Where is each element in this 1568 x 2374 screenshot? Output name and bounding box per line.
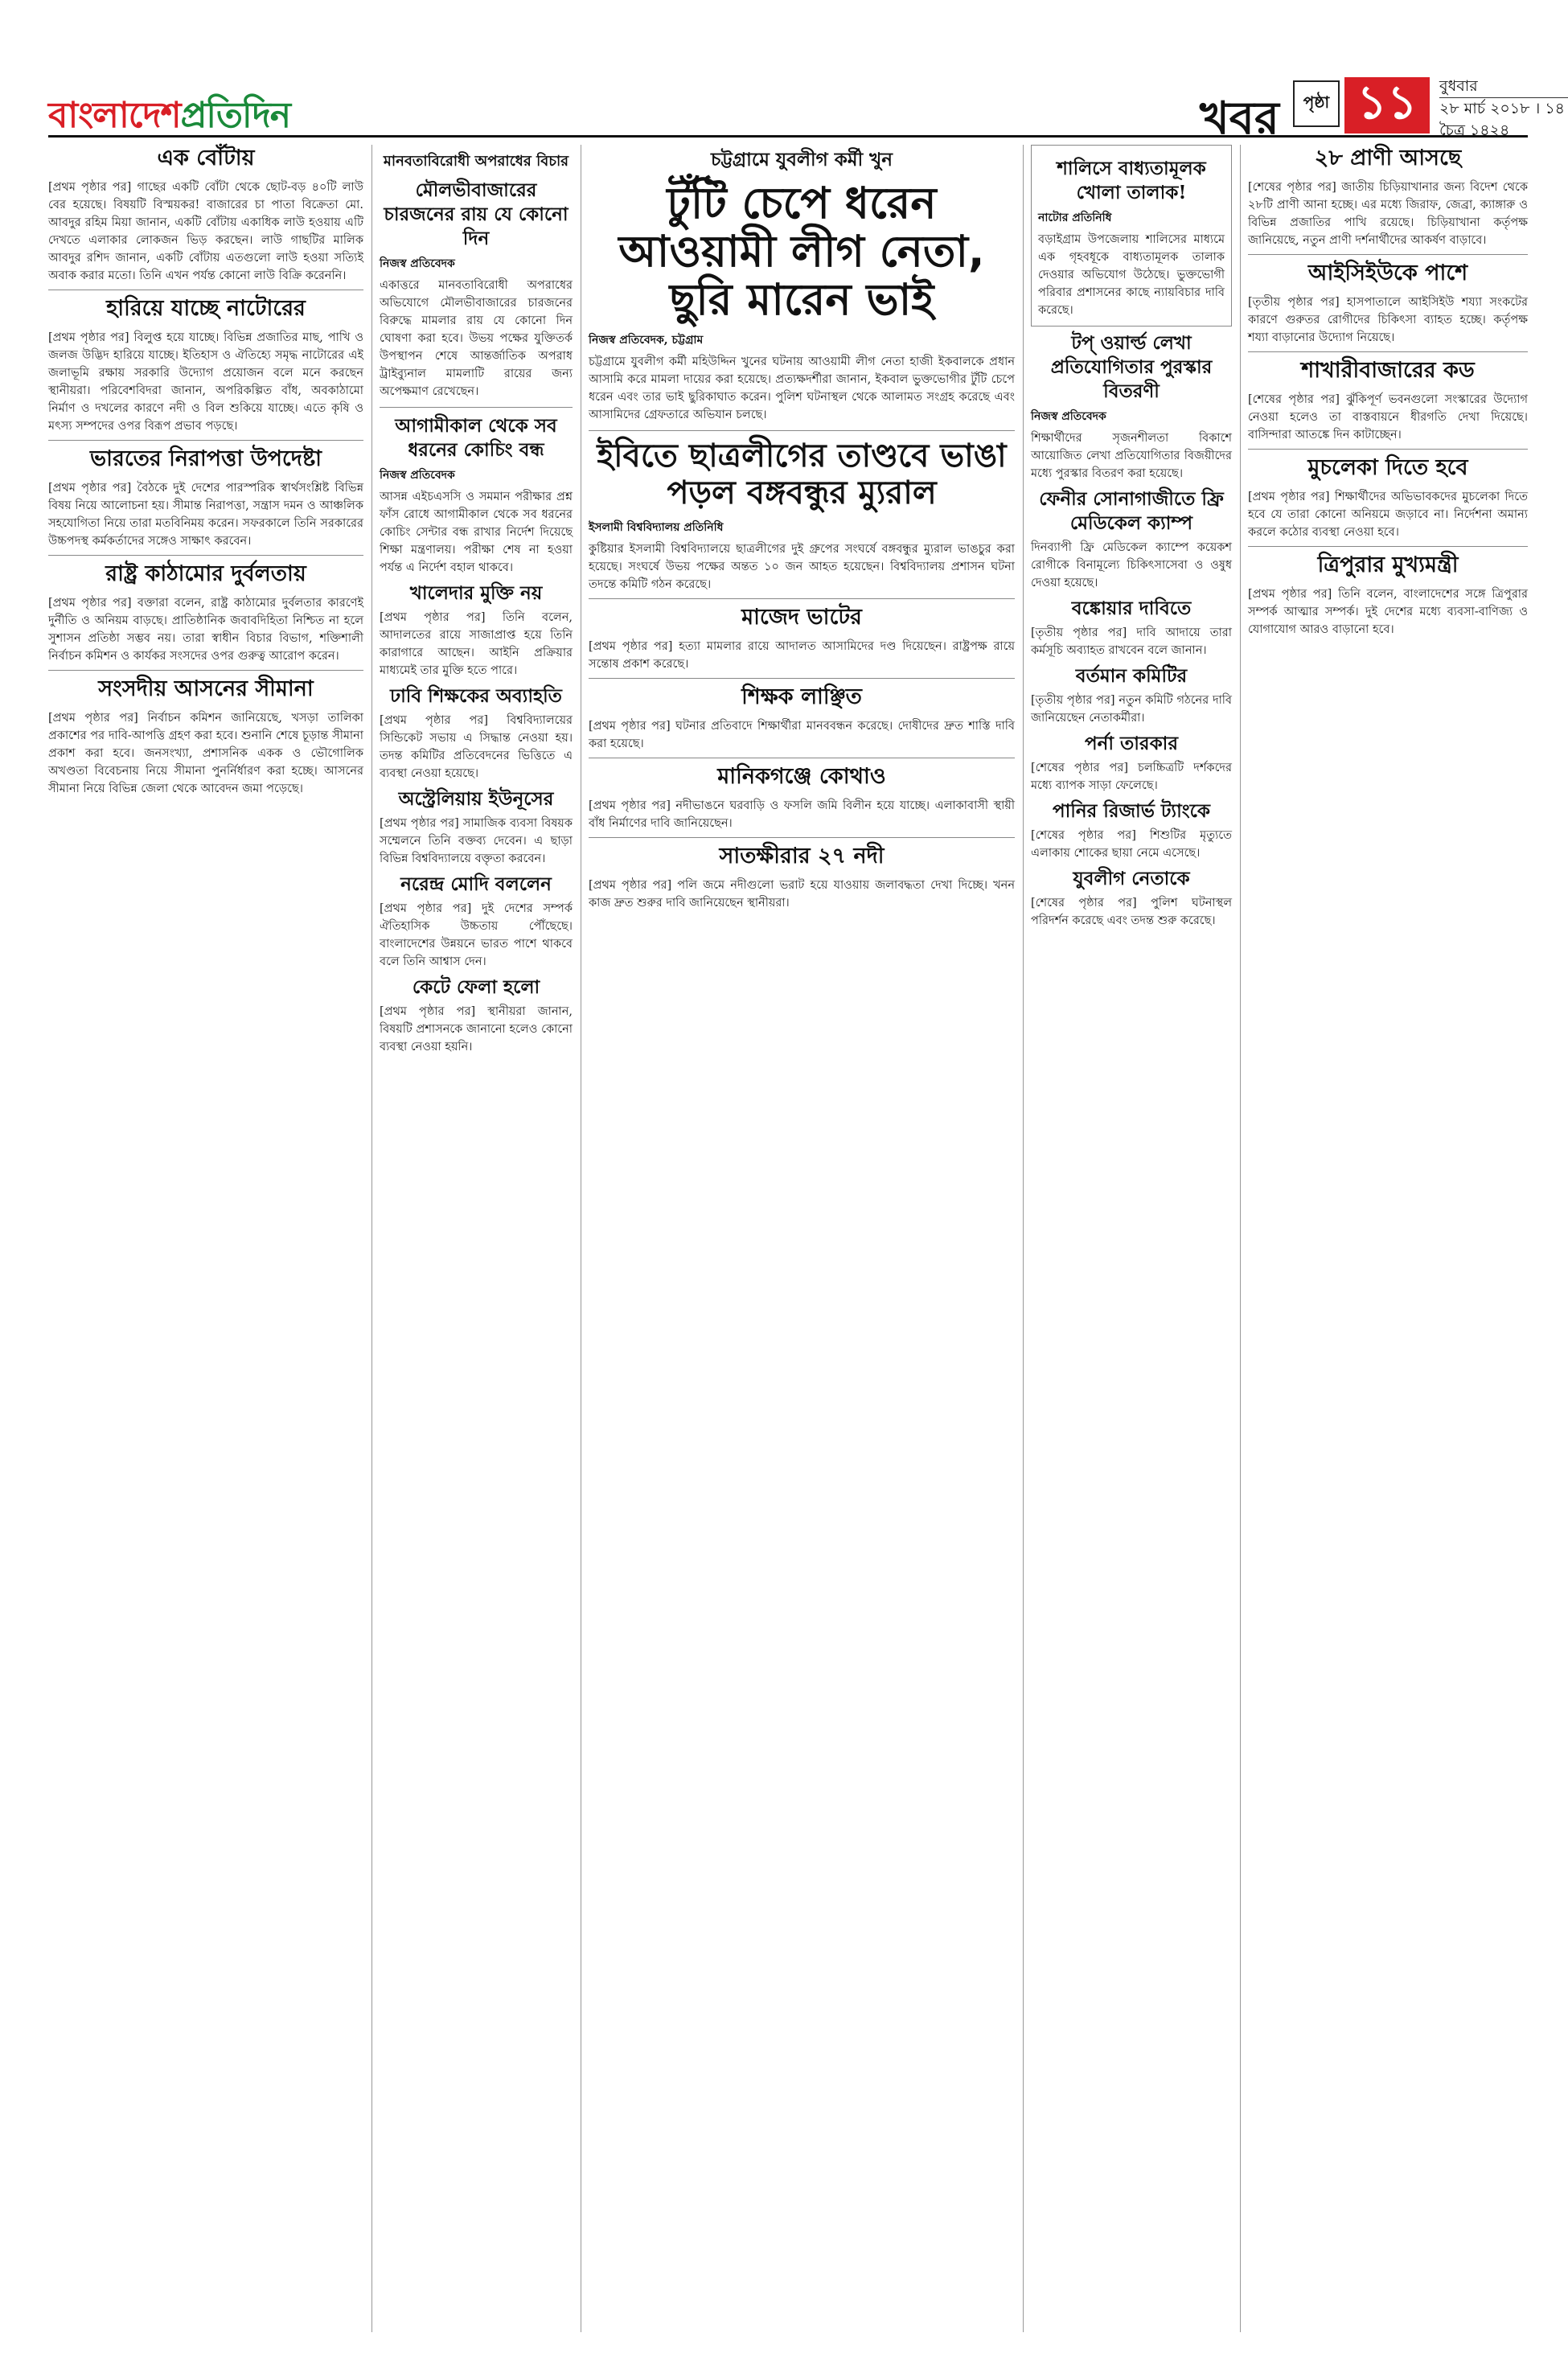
article-body: [শেষের পৃষ্ঠার পর] জাতীয় চিড়িয়াখানার জন্য বিদেশ থেকে ২৮টি প্রাণী আনা হচ্ছে। এর মধ্যে জিরাফ, জেব্রা, ক্যাঙ্গারু ও বিভিন্ন প্রজাতির পাখি রয়েছে। চিড়িয়াখানা কর্তৃপক্ষ জানিয়েছে, নতুন প্রাণী দর্শনার্থীদের আকর্ষণ বাড়াবে। bbox=[1248, 181, 1528, 247]
article-body: [প্রথম পৃষ্ঠার পর] বক্তারা বলেন, রাষ্ট্র কাঠামোর দুর্বলতার কারণেই দুর্নীতি ও অনিয়ম বাড়ছে। প্রাতিষ্ঠানিক জবাবদিহিতা নিশ্চিত না হলে সুশাসন প্রতিষ্ঠা সম্ভব নয়। তারা স্বাধীন বিচার বিভাগ, শক্তিশালী নির্বাচন কমিশন ও কার্যকর সংসদের ওপর গুরুত্ব আরোপ করেন। bbox=[48, 597, 363, 663]
article-headline[interactable]: মানিকগঞ্জে কোথাও bbox=[589, 758, 1015, 791]
article-headline[interactable]: অস্ট্রেলিয়ায় ইউনূসের bbox=[398, 788, 554, 810]
byline: নিজস্ব প্রতিবেদক bbox=[380, 257, 455, 270]
article-body: চট্টগ্রামে যুবলীগ কর্মী মহিউদ্দিন খুনের ঘটনায় আওয়ামী লীগ নেতা হাজী ইকবালকে প্রধান আসামি করে মামলা দায়ের করা হয়েছে। প্রত্যক্ষদর্শীরা জানান, ইকবাল ভুক্তভোগীর টুঁটি চেপে ধরেন এবং তার ভাই ছুরিকাঘাত করেন। পুলিশ ঘটনাস্থল থেকে আলামত সংগ্রহ করেছে এবং আসামিদের গ্রেফতারে অভিযান চলছে। bbox=[589, 355, 1015, 421]
article-body: একাত্তরে মানবতাবিরোধী অপরাধের অভিযোগে মৌলভীবাজারের চারজনের বিরুদ্ধে মামলার রায় যে কোনো দিন ঘোষণা করা হবে। উভয় পক্ষের যুক্তিতর্ক উপস্থাপন শেষে আন্তর্জাতিক অপরাধ ট্রাইব্যুনাল মামলাটি রায়ের জন্য অপেক্ষমাণ রেখেছেন। bbox=[380, 279, 573, 398]
article-headline[interactable]: বর্তমান কমিটির bbox=[1075, 665, 1188, 687]
article-body: [প্রথম পৃষ্ঠার পর] হত্যা মামলার রায়ে আদালত আসামিদের দণ্ড দিয়েছেন। রাষ্ট্রপক্ষ রায়ে সন্তোষ প্রকাশ করেছে। bbox=[589, 640, 1015, 671]
top-rule bbox=[48, 135, 1528, 138]
lead-kicker: চট্টগ্রামে যুবলীগ কর্মী খুন bbox=[711, 149, 893, 170]
article-headline[interactable]: বঙ্কোয়ার দাবিতে bbox=[1071, 598, 1192, 619]
article-body: [প্রথম পৃষ্ঠার পর] তিনি বলেন, বাংলাদেশের সঙ্গে ত্রিপুরার সম্পর্ক আত্মার সম্পর্ক। দুই দেশের মধ্যে ব্যবসা-বাণিজ্য ও যোগাযোগ আরও বাড়ানো হবে। bbox=[1248, 588, 1528, 636]
article-headline[interactable]: আগামীকাল থেকে সব ধরনের কোচিং বন্ধ bbox=[395, 415, 557, 461]
article-headline[interactable]: শাখারীবাজারের কড bbox=[1248, 351, 1528, 384]
page-number: ১১ bbox=[1344, 77, 1430, 133]
article-body: [প্রথম পৃষ্ঠার পর] তিনি বলেন, আদালতের রায়ে সাজাপ্রাপ্ত হয়ে তিনি কারাগারে আছেন। আইনি প্রক্রিয়ার মাধ্যমেই তার মুক্তি হতে পারে। bbox=[380, 611, 573, 677]
column-divider bbox=[371, 145, 372, 2332]
article-headline[interactable]: ২৮ প্রাণী আসছে bbox=[1314, 146, 1462, 170]
article-body: [শেষের পৃষ্ঠার পর] পুলিশ ঘটনাস্থল পরিদর্শন করেছে এবং তদন্ত শুরু করেছে। bbox=[1031, 897, 1232, 927]
article-headline[interactable]: ফেনীর সোনাগাজীতে ফ্রি মেডিকেল ক্যাম্প bbox=[1039, 488, 1224, 534]
article-body: [শেষের পৃষ্ঠার পর] চলচ্চিত্রটি দর্শকদের মধ্যে ব্যাপক সাড়া ফেলেছে। bbox=[1031, 762, 1232, 792]
boxed-article bbox=[1031, 145, 1232, 327]
article-body: [প্রথম পৃষ্ঠার পর] স্থানীয়রা জানান, বিষয়টি প্রশাসনকে জানানো হলেও কোনো ব্যবস্থা নেওয়া হয়নি। bbox=[380, 1005, 573, 1054]
article-body: দিনব্যাপী ফ্রি মেডিকেল ক্যাম্পে কয়েকশ রোগীকে বিনামূল্যে চিকিৎসাসেবা ও ওষুধ দেওয়া হয়েছে। bbox=[1031, 541, 1232, 589]
article-headline[interactable]: শিক্ষক লাঞ্ছিত bbox=[589, 678, 1015, 711]
masthead bbox=[48, 39, 1565, 145]
article-body: শিক্ষার্থীদের সৃজনশীলতা বিকাশে আয়োজিত লেখা প্রতিযোগিতার বিজয়ীদের মধ্যে পুরস্কার বিতরণ করা হয়েছে। bbox=[1031, 432, 1232, 480]
article-body: [প্রথম পৃষ্ঠার পর] শিক্ষার্থীদের অভিভাবকদের মুচলেকা দিতে হবে যে তারা কোনো অনিয়মে জড়াবে না। নির্দেশনা অমান্য করলে কঠোর ব্যবস্থা নেওয়া হবে। bbox=[1248, 491, 1528, 539]
lead-headline[interactable]: টুঁটি চেপে ধরেন আওয়ামী লীগ নেতা, ছুরি মারেন ভাই bbox=[618, 178, 985, 325]
column-1 bbox=[48, 145, 363, 798]
article-body: [প্রথম পৃষ্ঠার পর] নদীভাঙনে ঘরবাড়ি ও ফসলি জমি বিলীন হয়ে যাচ্ছে। এলাকাবাসী স্থায়ী বাঁধ নির্মাণের দাবি জানিয়েছেন। bbox=[589, 799, 1015, 830]
article-body: বড়াইগ্রাম উপজেলায় শালিসের মাধ্যমে এক গৃহবধূকে বাধ্যতামূলক তালাক দেওয়ার অভিযোগ উঠেছে। ভুক্তভোগী পরিবার প্রশাসনের কাছে ন্যায়বিচার দাবি করেছে। bbox=[1038, 233, 1225, 317]
article-headline[interactable]: ভারতের নিরাপত্তা উপদেষ্টা bbox=[48, 440, 363, 473]
article-body: [তৃতীয় পৃষ্ঠার পর] দাবি আদায়ে তারা কর্মসূচি অব্যাহত রাখবেন বলে জানান। bbox=[1031, 626, 1232, 657]
byline: ইসলামী বিশ্ববিদ্যালয় প্রতিনিধি bbox=[589, 521, 724, 534]
byline: নিজস্ব প্রতিবেদক bbox=[380, 469, 455, 482]
article-body: কুষ্টিয়ার ইসলামী বিশ্ববিদ্যালয়ে ছাত্রলীগের দুই গ্রুপের সংঘর্ষে বঙ্গবন্ধুর ম্যুরাল ভাঙচুর করা হয়েছে। সংঘর্ষে উভয় পক্ষের অন্তত ১০ জন আহত হয়েছেন। বিশ্ববিদ্যালয় প্রশাসন ঘটনা তদন্তে কমিটি গঠন করেছে। bbox=[589, 543, 1015, 591]
article-body: [প্রথম পৃষ্ঠার পর] বিলুপ্ত হয়ে যাচ্ছে। বিভিন্ন প্রজাতির মাছ, পাখি ও জলজ উদ্ভিদ হারিয়ে যাচ্ছে। ইতিহাস ও ঐতিহ্যে সমৃদ্ধ নাটোরের এই জলাভূমি রক্ষায় সরকারি উদ্যোগ প্রয়োজন বলে মনে করছেন স্থানীয়রা। পরিবেশবিদরা জানান, অপরিকল্পিত বাঁধ, অবকাঠামো নির্মাণ ও দখলের কারণে নদী ও বিল শুকিয়ে যাচ্ছে। এতে কৃষি ও মৎস্য সম্পদের ওপর বিরূপ প্রভাব পড়ছে। bbox=[48, 331, 363, 433]
article-headline[interactable]: মৌলভীবাজারের চারজনের রায় যে কোনো দিন bbox=[384, 179, 569, 249]
article-body: [শেষের পৃষ্ঠার পর] শিশুটির মৃত্যুতে এলাকায় শোকের ছায়া নেমে এসেছে। bbox=[1031, 829, 1232, 860]
article-headline[interactable]: সাতক্ষীরার ২৭ নদী bbox=[589, 837, 1015, 870]
article-body: [প্রথম পৃষ্ঠার পর] পলি জমে নদীগুলো ভরাট হয়ে যাওয়ায় জলাবদ্ধতা দেখা দিচ্ছে। খনন কাজ দ্রুত শুরুর দাবি জানিয়েছেন স্থানীয়রা। bbox=[589, 879, 1015, 910]
column-5 bbox=[1248, 145, 1528, 639]
article-body: [তৃতীয় পৃষ্ঠার পর] নতুন কমিটি গঠনের দাবি জানিয়েছেন নেতাকর্মীরা। bbox=[1031, 694, 1232, 725]
article-body: [প্রথম পৃষ্ঠার পর] বিশ্ববিদ্যালয়ের সিন্ডিকেট সভায় এ সিদ্ধান্ত নেওয়া হয়। তদন্ত কমিটির প্রতিবেদনের ভিত্তিতে এ ব্যবস্থা নেওয়া হয়েছে। bbox=[380, 714, 573, 780]
byline: নিজস্ব প্রতিবেদক bbox=[1031, 410, 1106, 423]
logo-main: বাংলাদেশ bbox=[48, 95, 181, 136]
article-body: [প্রথম পৃষ্ঠার পর] দুই দেশের সম্পর্ক ঐতিহাসিক উচ্চতায় পৌঁছেছে। বাংলাদেশের উন্নয়নে ভারত পাশে থাকবে বলে তিনি আশ্বাস দেন। bbox=[380, 902, 573, 968]
byline: নিজস্ব প্রতিবেদক, চট্টগ্রাম bbox=[589, 334, 704, 347]
article-headline[interactable]: যুবলীগ নেতাকে bbox=[1073, 868, 1190, 889]
center-column bbox=[589, 145, 1015, 912]
column-2 bbox=[380, 145, 573, 1056]
article-body: [প্রথম পৃষ্ঠার পর] গাছের একটি বোঁটা থেকে ছোট-বড় ৪০টি লাউ বের হয়েছে। বিষয়টি বিস্ময়কর! বাজারের চা পাতা বিক্রেতা মো. আবদুর রহিম মিয়া জানান, একটি বোঁটায় একাধিক লাউ হওয়ায় এটি দেখতে এলাকার লোকজন ভিড় করছেন। লাউ গাছটির মালিক আবদুর রশিদ জানান, একটি বোঁটায় এতগুলো লাউ হওয়া সত্যিই অবাক করার মতো। তিনি এখন পর্যন্ত কোনো লাউ বিক্রি করেননি। bbox=[48, 181, 363, 282]
article-body: [তৃতীয় পৃষ্ঠার পর] হাসপাতালে আইসিইউ শয্যা সংকটের কারণে গুরুতর রোগীদের চিকিৎসা ব্যাহত হচ্ছে। কর্তৃপক্ষ শয্যা বাড়ানোর উদ্যোগ নিয়েছে। bbox=[1248, 296, 1528, 344]
article-body: [প্রথম পৃষ্ঠার পর] সামাজিক ব্যবসা বিষয়ক সম্মেলনে তিনি বক্তব্য দেবেন। এ ছাড়া বিভিন্ন বিশ্ববিদ্যালয়ে বক্তৃতা করবেন। bbox=[380, 817, 573, 865]
article-headline[interactable]: পানির রিজার্ভ ট্যাংকে bbox=[1053, 800, 1210, 822]
column-4 bbox=[1031, 145, 1232, 930]
byline: নাটোর প্রতিনিধি bbox=[1038, 212, 1112, 224]
article-headline[interactable]: এক বোঁটায় bbox=[157, 146, 255, 170]
article-headline[interactable]: হারিয়ে যাচ্ছে নাটোরের bbox=[48, 290, 363, 322]
article-body: [প্রথম পৃষ্ঠার পর] ঘটনার প্রতিবাদে শিক্ষার্থীরা মানববন্ধন করেছে। দোষীদের দ্রুত শাস্তি দাবি করা হয়েছে। bbox=[589, 720, 1015, 750]
article-kicker: মানবতাবিরোধী অপরাধের বিচার bbox=[383, 153, 569, 170]
article-headline[interactable]: শালিসে বাধ্যতামূলক খোলা তালাক! bbox=[1057, 158, 1206, 203]
section-title: খবর bbox=[1200, 92, 1279, 145]
divider bbox=[589, 430, 1015, 431]
day-label: বুধবার bbox=[1439, 77, 1478, 95]
article-headline[interactable]: সংসদীয় আসনের সীমানা bbox=[48, 670, 363, 703]
article-headline[interactable]: নরেন্দ্র মোদি বললেন bbox=[400, 873, 552, 895]
date-block bbox=[1439, 76, 1568, 142]
article-headline[interactable]: রাষ্ট্র কাঠামোর দুর্বলতায় bbox=[48, 555, 363, 588]
article-body: [শেষের পৃষ্ঠার পর] ঝুঁকিপূর্ণ ভবনগুলো সংস্কারের উদ্যোগ নেওয়া হলেও তা বাস্তবায়নে ধীরগতি দেখা দিয়েছে। বাসিন্দারা আতঙ্কে দিন কাটাচ্ছেন। bbox=[1248, 393, 1528, 442]
article-headline[interactable]: কেটে ফেলা হলো bbox=[412, 976, 540, 998]
article-headline[interactable]: মাজেদ ভাটের bbox=[589, 598, 1015, 631]
page-tag: পৃষ্ঠা bbox=[1293, 80, 1340, 127]
column-divider bbox=[1023, 145, 1024, 2332]
article-headline[interactable]: খালেদার মুক্তি নয় bbox=[409, 582, 543, 604]
article-headline[interactable]: মুচলেকা দিতে হবে bbox=[1248, 449, 1528, 482]
article-headline[interactable]: আইসিইউকে পাশে bbox=[1248, 254, 1528, 287]
column-divider bbox=[1240, 145, 1241, 2332]
article-headline[interactable]: ঢাবি শিক্ষকের অব্যাহতি bbox=[390, 685, 562, 707]
newspaper-logo[interactable] bbox=[48, 88, 290, 147]
article-body: [প্রথম পৃষ্ঠার পর] বৈঠকে দুই দেশের পারস্পরিক স্বার্থসংশ্লিষ্ট বিভিন্ন বিষয় নিয়ে আলোচনা হয়। সীমান্ত নিরাপত্তা, সন্ত্রাস দমন ও আঞ্চলিক সহযোগিতা নিয়ে তারা মতবিনিময় করেন। সফরকালে তিনি সরকারের উচ্চপদস্থ কর্মকর্তাদের সঙ্গেও সাক্ষাৎ করবেন। bbox=[48, 482, 363, 548]
article-headline[interactable]: ত্রিপুরার মুখ্যমন্ত্রী bbox=[1248, 546, 1528, 579]
logo-sub: প্রতিদিন bbox=[180, 95, 290, 136]
date-label: ২৮ মার্চ ২০১৮ । ১৪ চৈত্র ১৪২৪ bbox=[1439, 97, 1568, 142]
second-headline[interactable]: ইবিতে ছাত্রলীগের তাণ্ডবে ভাঙা পড়ল বঙ্গবন্ধুর ম্যুরাল bbox=[597, 437, 1007, 511]
article-headline[interactable]: পর্না তারকার bbox=[1084, 733, 1178, 754]
article-headline[interactable]: টপ্ ওয়ার্ল্ড লেখা প্রতিযোগিতার পুরস্কার বিতরণী bbox=[1050, 332, 1213, 402]
divider bbox=[380, 407, 573, 408]
article-body: আসন্ন এইচএসসি ও সমমান পরীক্ষার প্রশ্ন ফাঁস রোধে আগামীকাল থেকে সব ধরনের কোচিং সেন্টার বন্ধ রাখার নির্দেশ দিয়েছে শিক্ষা মন্ত্রণালয়। পরীক্ষা শেষ না হওয়া পর্যন্ত এ নির্দেশ বহাল থাকবে। bbox=[380, 491, 573, 574]
article-body: [প্রথম পৃষ্ঠার পর] নির্বাচন কমিশন জানিয়েছে, খসড়া তালিকা প্রকাশের পর দাবি-আপত্তি গ্রহণ করা হবে। শুনানি শেষে চূড়ান্ত সীমানা প্রকাশ করা হবে। জনসংখ্যা, প্রশাসনিক একক ও ভৌগোলিক অখণ্ডতা বিবেচনায় নিয়ে সীমানা পুনর্নির্ধারণ করা হচ্ছে। আসনের সীমানা নিয়ে বিভিন্ন জেলা থেকে আবেদন জমা পড়েছে। bbox=[48, 712, 363, 795]
